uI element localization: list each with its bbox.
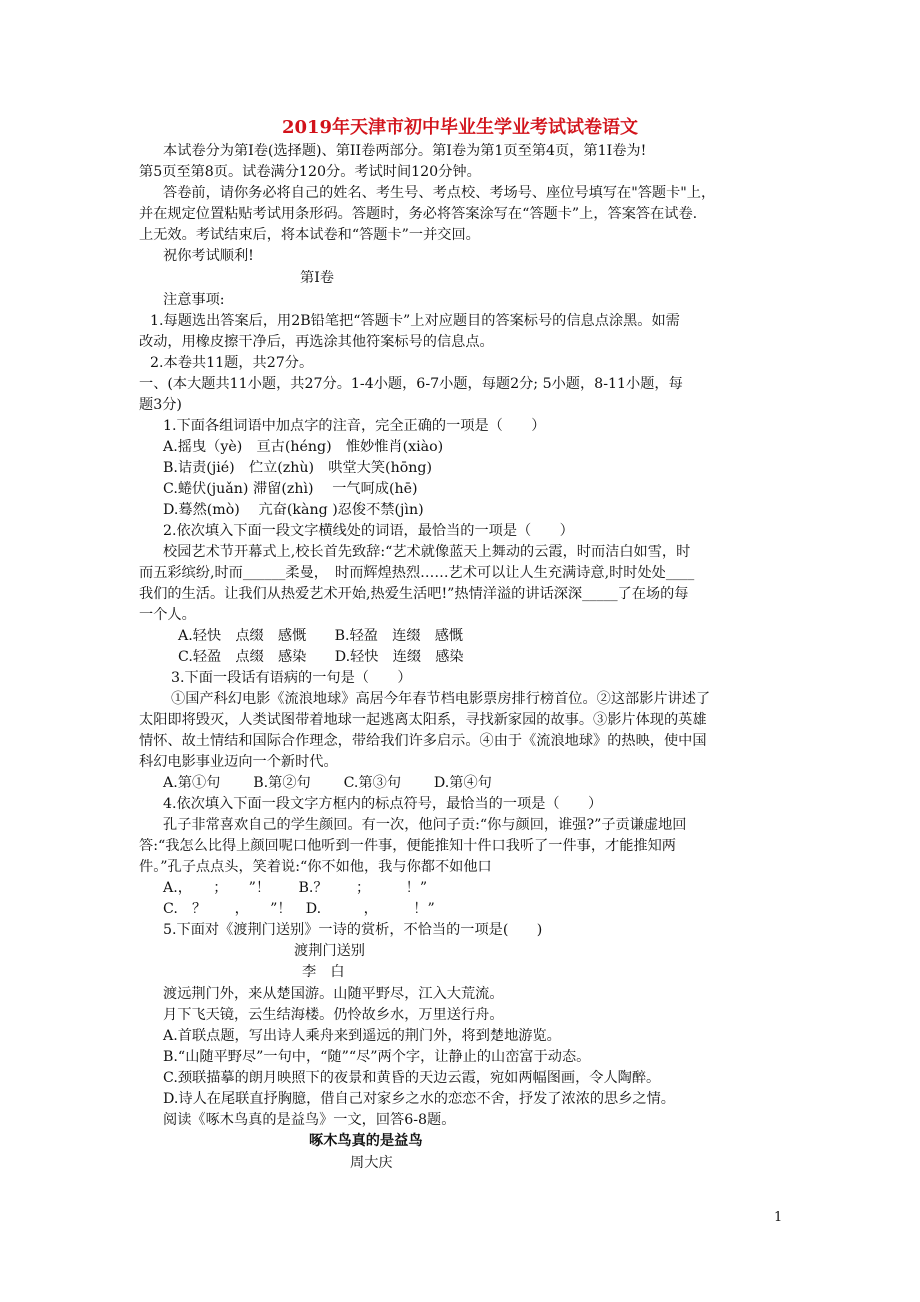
intro-line: 并在规定位置粘贴考试用条形码。答题时，务必将答案涂写在“答题卡”上，答案答在试卷. bbox=[139, 206, 698, 222]
question-5-option: D.诗人在尾联直抒胸臆，借自己对家乡之水的恋恋不舍，抒发了浓浓的思乡之情。 bbox=[163, 1091, 675, 1107]
question-2-passage: 我们的生活。让我们从热爱艺术开始,热爱生活吧!”热情洋溢的讲话深深_____了在场的每 bbox=[139, 586, 689, 602]
question-3-passage: ①国产科幻电影《流浪地球》高居今年春节档电影票房排行榜首位。②这部影片讲述了 bbox=[171, 691, 711, 707]
page-title: 2019年天津市初中毕业生学业考试试卷语文 bbox=[281, 117, 639, 138]
notes-line: 一、(本大题共11小题，共27分。1-4小题，6-7小题，每题2分; 5小题，8-11小题，每 bbox=[139, 376, 683, 392]
poem-line: 渡远荆门外，来从楚国游。山随平野尽，江入大荒流。 bbox=[163, 986, 504, 1002]
question-5-stem: 5.下面对《渡荆门送别》一诗的赏析，不恰当的一项是( ) bbox=[163, 922, 543, 938]
question-1-option: B.诘责(jié) 伫立(zhù) 哄堂大笑(hōng) bbox=[163, 460, 433, 476]
intro-line: 第5页至第8页。试卷满分120分。考试时间120分钟。 bbox=[139, 164, 481, 180]
notes-line: 题3分) bbox=[139, 397, 182, 413]
notes-line: 1.每题选出答案后，用2B铅笔把“答题卡”上对应题目的答案标号的信息点涂黑。如需 bbox=[150, 313, 680, 329]
poem-author: 李 白 bbox=[302, 964, 345, 980]
question-4-passage: 答:“我怎么比得上颜回呢口他听到一件事，便能推知十件口我听了一件事，才能推知两 bbox=[139, 838, 676, 854]
page-number: 1 bbox=[774, 1210, 783, 1225]
question-1-option: D.蓦然(mò) 亢奋(kàng )忍俊不禁(jìn) bbox=[163, 502, 424, 518]
question-4-passage: 孔子非常喜欢自己的学生颜回。有一次，他问子贡:“你与颜回，谁强?”子贡谦虚地回 bbox=[163, 817, 687, 833]
question-5-option: B.“山随平野尽”一句中，“随”“尽”两个字，让静止的山峦富于动态。 bbox=[163, 1049, 591, 1065]
question-5-option: C.颈联描摹的朗月映照下的夜景和黄昏的天边云霞，宛如两幅图画，令人陶醉。 bbox=[163, 1070, 661, 1086]
question-1-option: A.摇曳（yè) 亘古(héng) 惟妙惟肖(xiào) bbox=[163, 439, 444, 455]
article-title: 啄木鸟真的是益鸟 bbox=[309, 1133, 423, 1149]
notes-line: 改动，用橡皮擦干净后，再选涂其他符案标号的信息点。 bbox=[139, 334, 494, 350]
question-2-stem: 2.依次填入下面一段文字横线处的词语，最恰当的一项是（ ） bbox=[163, 523, 574, 539]
question-4-stem: 4.依次填入下面一段文字方框内的标点符号，最恰当的一项是（ ） bbox=[163, 796, 603, 812]
intro-line: 上无效。考试结束后，将本试卷和“答题卡”一并交回。 bbox=[139, 227, 480, 243]
poem-title: 渡荆门送别 bbox=[294, 943, 365, 959]
reading-instruction: 阅读《啄木鸟真的是益鸟》一文，回答6-8题。 bbox=[163, 1112, 456, 1128]
question-5-option: A.首联点题，写出诗人乘舟来到遥远的荆门外，将到楚地游览。 bbox=[163, 1028, 561, 1044]
question-2-option: A.轻快 点缀 感慨 B.轻盈 连缀 感慨 bbox=[178, 628, 464, 644]
question-3-options: A.第①句 B.第②句 C.第③句 D.第④句 bbox=[163, 775, 492, 791]
intro-line: 本试卷分为第Ⅰ卷(选择题)、第II卷两部分。第Ⅰ卷为第1页至第4页，第1I卷为! bbox=[163, 143, 647, 159]
question-3-passage: 情怀、故土情结和国际合作理念，带给我们许多启示。④由于《流浪地球》的热映，使中国 bbox=[139, 733, 707, 749]
notes-line: 2.本卷共11题，共27分。 bbox=[150, 355, 314, 371]
article-author: 周大庆 bbox=[350, 1155, 393, 1171]
question-4-option: A.， ； ”！ B.？ ； ！” bbox=[163, 880, 428, 896]
question-1-stem: 1.下面各组词语中加点字的注音，完全正确的一项是（ ） bbox=[163, 418, 546, 434]
question-3-stem: 3.下面一段话有语病的一句是（ ） bbox=[171, 670, 412, 686]
section-label: 第Ⅰ卷 bbox=[300, 270, 334, 286]
question-4-option: C. ？ ， ”！ D. ， ！” bbox=[163, 901, 435, 917]
question-4-passage: 件。”孔子点点头，笑着说:“你不如他，我与你都不如他口 bbox=[139, 859, 492, 875]
question-2-option: C.轻盈 点缀 感染 D.轻快 连缀 感染 bbox=[178, 649, 464, 665]
question-3-passage: 太阳即将毁灭，人类试图带着地球一起逃离太阳系，寻找新家园的故事。③影片体现的英雄 bbox=[139, 712, 707, 728]
question-2-passage: 一个人。 bbox=[139, 607, 196, 623]
question-3-passage: 科幻电影事业迈向一个新时代。 bbox=[139, 754, 338, 770]
poem-line: 月下飞天镜，云生结海楼。仍怜故乡水，万里送行舟。 bbox=[163, 1007, 504, 1023]
question-2-passage: 而五彩缤纷,时而______柔曼， 时而辉煌热烈……艺术可以让人生充满诗意,时时处处____ bbox=[139, 565, 695, 581]
notes-line: 注意事项: bbox=[163, 292, 225, 308]
question-1-option: C.蜷伏(juǎn) 滞留(zhì) 一气呵成(hē) bbox=[163, 481, 418, 497]
intro-line: 祝你考试顺利! bbox=[163, 248, 254, 264]
intro-line: 答卷前，请你务必将自己的姓名、考生号、考点校、考场号、座位号填写在"答题卡"上， bbox=[163, 185, 716, 201]
question-2-passage: 校园艺术节开幕式上,校长首先致辞:“艺术就像蓝天上舞动的云霞，时而洁白如雪，时 bbox=[163, 544, 691, 560]
